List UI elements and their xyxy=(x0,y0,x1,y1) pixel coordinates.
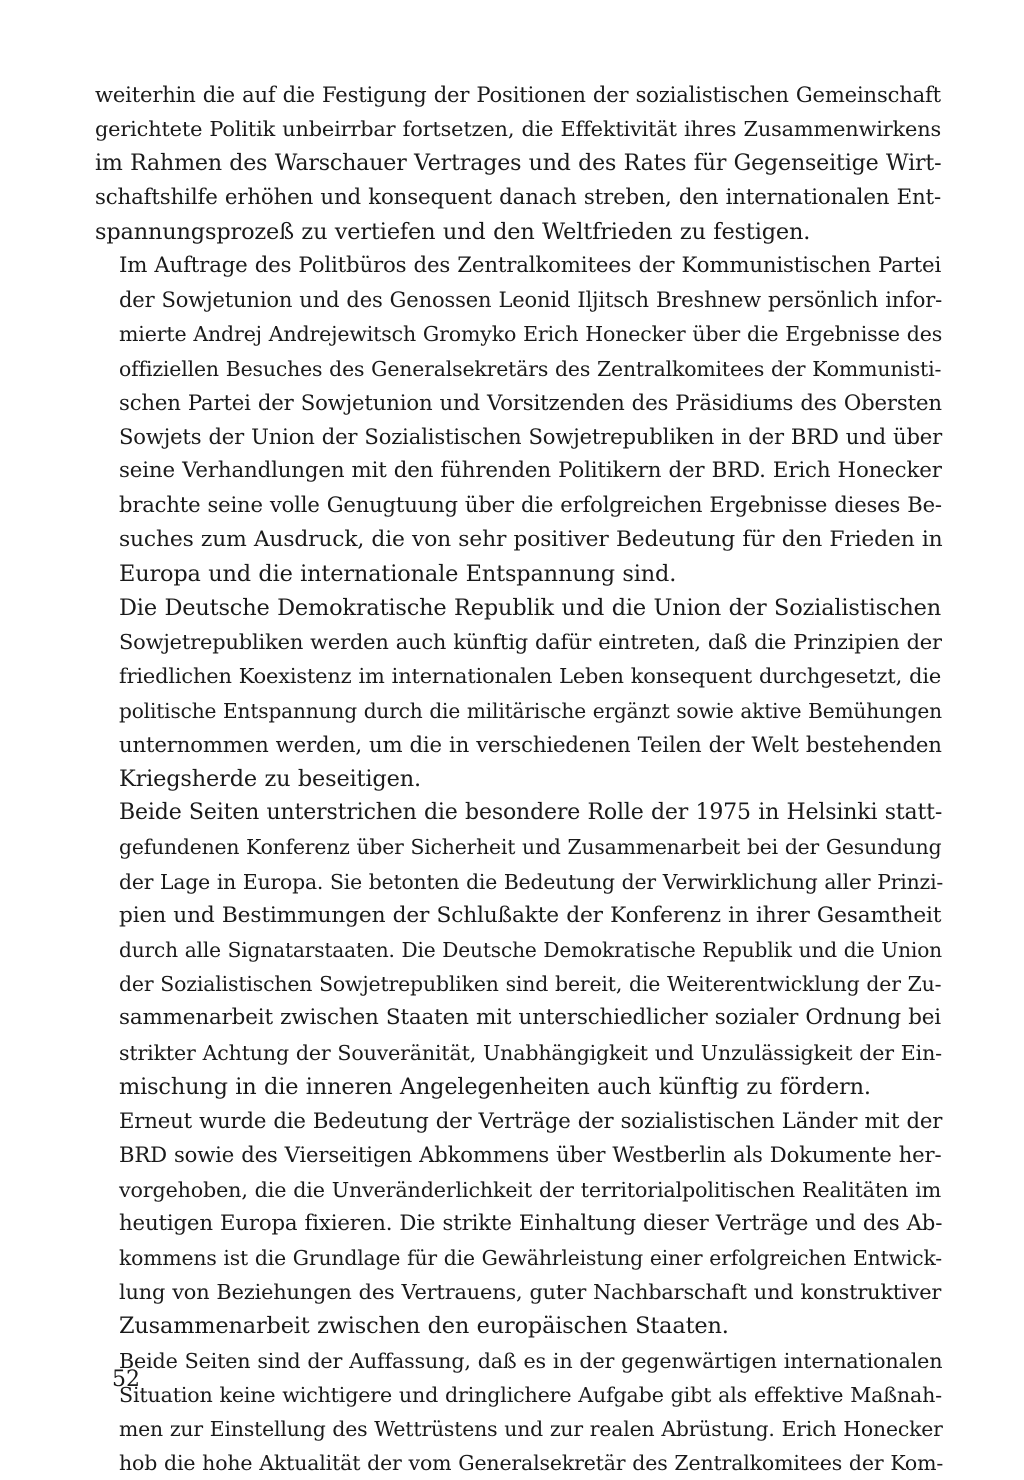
text-line: gefundenen Konferenz über Sicherheit und Zusammenarbeit bei der Gesundung xyxy=(119,835,942,860)
text-line: suches zum Ausdruck, die von sehr positiver Bedeutung für den Frieden in xyxy=(119,526,943,552)
text-line: der Sozialistischen Sowjetrepubliken sind bereit, die Weiterentwicklung der Zu- xyxy=(119,972,942,997)
text-line: brachte seine volle Genugtuung über die erfolgreichen Ergebnisse dieses Be- xyxy=(119,492,942,518)
paragraph xyxy=(95,249,941,591)
text-line: Im Auftrage des Politbüros des Zentralkomitees der Kommunistischen Partei xyxy=(119,253,942,279)
text-line: gerichtete Politik unbeirrbar fortsetzen, die Effektivität ihres Zusammenwirkens xyxy=(95,117,941,142)
text-line: Erneut wurde die Bedeutung der Verträge der sozialistischen Länder mit der xyxy=(119,1108,943,1134)
text-line: men zur Einstellung des Wettrüstens und zur realen Abrüstung. Erich Honecker xyxy=(119,1416,943,1441)
text-line: BRD sowie des Vierseitigen Abkommens über Westberlin als Dokumente her- xyxy=(119,1142,942,1168)
text-line: durch alle Signatarstaaten. Die Deutsche Demokratische Republik und die Union xyxy=(119,938,942,963)
text-line: Sowjets der Union der Sozialistischen Sowjetrepubliken in der BRD und über xyxy=(119,424,943,450)
page-number: 52 xyxy=(112,1367,140,1392)
text-line: Situation keine wichtigere und dringlichere Aufgabe gibt als effektive Maßnah- xyxy=(119,1382,942,1407)
text-line: Zusammenarbeit zwischen den europäischen Staaten. xyxy=(119,1313,729,1340)
text-line: Sowjetrepubliken werden auch künftig dafür eintreten, daß die Prinzipien der xyxy=(119,630,942,655)
text-line: schen Partei der Sowjetunion und Vorsitzenden des Präsidiums des Obersten xyxy=(119,389,942,415)
paragraph xyxy=(95,78,941,249)
text-line: heutigen Europa fixieren. Die strikte Einhaltung dieser Verträge und des Ab- xyxy=(119,1210,943,1236)
text-line: offiziellen Besuches des Generalsekretärs des Zentralkomitees der Kommunisti- xyxy=(119,356,942,381)
text-line: der Sowjetunion und des Genossen Leonid Iljitsch Breshnew persönlich infor- xyxy=(119,287,943,313)
text-line: der Lage in Europa. Sie betonten die Bedeutung der Verwirklichung aller Prinzi- xyxy=(119,869,944,894)
text-line: pien und Bestimmungen der Schlußakte der Konferenz in ihrer Gesamtheit xyxy=(119,902,942,928)
text-line: friedlichen Koexistenz im internationalen Leben konsequent durchgesetzt, die xyxy=(119,664,942,689)
text-line: mischung in die inneren Angelegenheiten auch künftig zu fördern. xyxy=(119,1073,871,1100)
text-line: sammenarbeit zwischen Staaten mit unterschiedlicher sozialer Ordnung bei xyxy=(119,1005,941,1031)
text-line: vorgehoben, die die Unveränderlichkeit der territorialpolitischen Realitäten im xyxy=(119,1177,941,1202)
text-line: weiterhin die auf die Festigung der Positionen der sozialistischen Gemeinschaft xyxy=(95,82,941,107)
text-line: Europa und die internationale Entspannung sind. xyxy=(119,560,677,587)
text-line: hob die hohe Aktualität der vom Generalsekretär des Zentralkomitees der Kom- xyxy=(119,1451,944,1476)
text-line: Kriegsherde zu beseitigen. xyxy=(119,766,421,793)
text-line: im Rahmen des Warschauer Vertrages und des Rates für Gegenseitige Wirt- xyxy=(95,150,942,177)
paragraph xyxy=(95,1344,944,1480)
text-line: Beide Seiten unterstrichen die besondere Rolle der 1975 in Helsinki statt- xyxy=(119,800,943,826)
text-line: Die Deutsche Demokratische Republik und die Union der Sozialistischen xyxy=(119,595,941,622)
text-line: lung von Beziehungen des Vertrauens, guter Nachbarschaft und konstruktiver xyxy=(119,1280,942,1305)
text-line: strikter Achtung der Souveränität, Unabhängigkeit und Unzulässigkeit der Ein- xyxy=(119,1040,942,1065)
text-line: seine Verhandlungen mit den führenden Politikern der BRD. Erich Honecker xyxy=(119,458,942,484)
text-line: mierte Andrej Andrejewitsch Gromyko Erich Honecker über die Ergebnisse des xyxy=(119,322,943,347)
paragraph xyxy=(95,796,944,1104)
paragraph xyxy=(95,591,941,796)
text-line: Beide Seiten sind der Auffassung, daß es in der gegenwärtigen internationalen xyxy=(119,1348,943,1373)
body-text xyxy=(95,78,944,1480)
text-line: kommens ist die Grundlage für die Gewährleistung einer erfolgreichen Entwick- xyxy=(119,1245,942,1270)
text-line: schaftshilfe erhöhen und konsequent danach streben, den internationalen Ent- xyxy=(95,184,941,210)
paragraph xyxy=(95,1104,941,1343)
text-line: unternommen werden, um die in verschiedenen Teilen der Welt bestehenden xyxy=(119,731,942,757)
text-line: politische Entspannung durch die militärische ergänzt sowie aktive Bemühungen xyxy=(119,698,942,723)
text-line: spannungsprozeß zu vertiefen und den Weltfrieden zu festigen. xyxy=(95,218,811,245)
